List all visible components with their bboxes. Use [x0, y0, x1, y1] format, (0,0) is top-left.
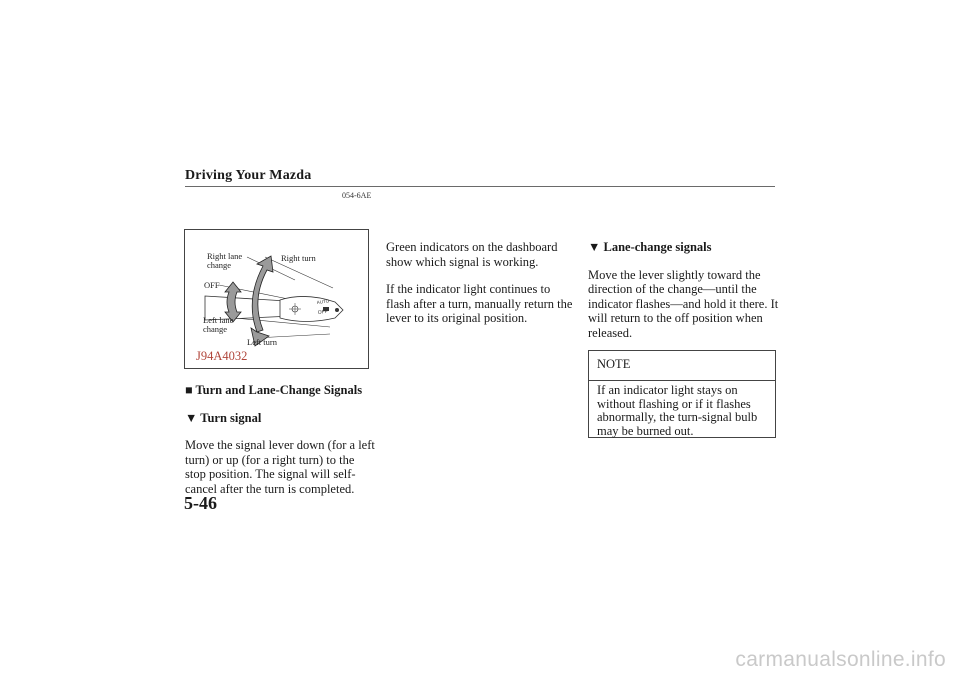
lane-change-subheading: ▼ Lane-change signals — [588, 240, 712, 254]
label-off: OFF — [204, 280, 220, 290]
flash-paragraph: If the indicator light continues to flash after a turn, manually return the lever to its original position. — [386, 282, 573, 325]
note-title: NOTE — [589, 351, 775, 381]
note-text: If an indicator light stays on without flashing or if it flashes abnormally, the turn-signal bulb may be burned out. — [597, 383, 758, 438]
header-divider — [185, 186, 775, 187]
lane-change-paragraph: Move the lever slightly toward the direction of the change—until the indicator flashes—and hold it there. It will return to the off position when released. — [588, 267, 779, 340]
label-left-turn: Left turn — [247, 337, 277, 347]
label-left-lane-change: Left lane change — [203, 315, 234, 334]
turn-signal-paragraph: Move the signal lever down (for a left turn) or up (for a right turn) to the stop position. The signal will self-cancel after the turn is completed. — [185, 438, 375, 496]
note-box — [588, 350, 776, 438]
figure-code: J94A4032 — [196, 349, 248, 363]
stalk-label-off: OFF — [317, 308, 329, 316]
page-number: 5-46 — [184, 493, 217, 513]
column-1 — [185, 383, 375, 509]
label-right-lane-change: Right lane change — [207, 251, 243, 270]
column-2 — [386, 240, 576, 339]
indicator-paragraph: Green indicators on the dashboard show which signal is working. — [386, 240, 558, 269]
section-heading: ■ Turn and Lane-Change Signals — [185, 383, 363, 397]
turn-signal-figure — [184, 229, 369, 369]
turn-signal-subheading: ▼ Turn signal — [185, 410, 262, 425]
watermark-text: carmanualsonline.info — [735, 648, 946, 671]
stalk-label-auto: AUTO — [316, 298, 330, 305]
page-header-title: Driving Your Mazda — [185, 168, 312, 183]
document-code: 054-6AE — [342, 191, 372, 200]
column-3 — [588, 240, 780, 353]
label-right-turn: Right turn — [281, 253, 316, 263]
